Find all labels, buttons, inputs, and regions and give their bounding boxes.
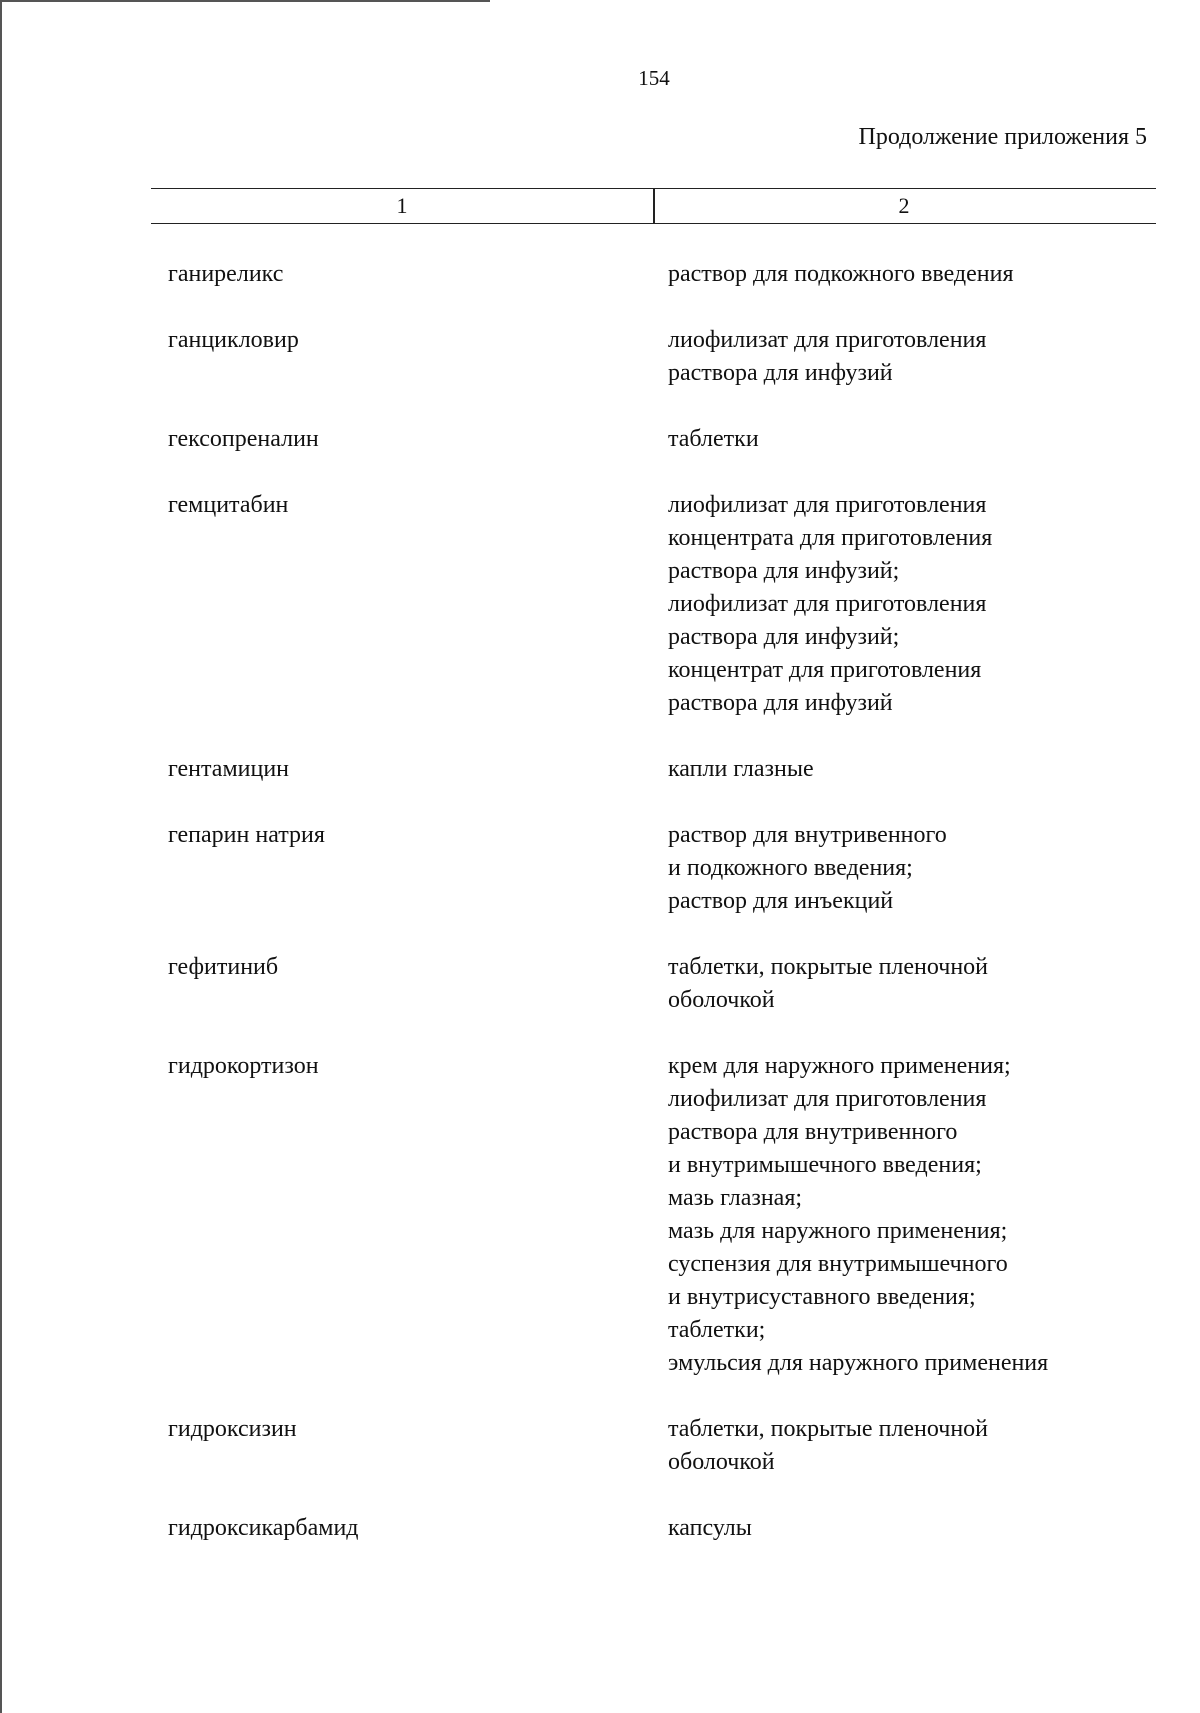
dosage-forms: капли глазные bbox=[668, 756, 814, 782]
drug-name: гидроксизин bbox=[168, 1416, 297, 1442]
dosage-forms: крем для наружного применения; лиофилизат для приготовления раствора для внутривенного и внутримышечного введения; мазь глазная; мазь для наружного применения; суспензия для внутримышечного и внутрисуставного введения; таблетки; эмульсия для наружного применения bbox=[668, 1053, 1049, 1376]
table-row bbox=[0, 1413, 1200, 1479]
table-row bbox=[0, 258, 1200, 291]
drug-name: гидрокортизон bbox=[168, 1053, 319, 1079]
dosage-forms: лиофилизат для приготовления концентрата для приготовления раствора для инфузий; лиофилизат для приготовления раствора для инфузий; концентрат для приготовления раствора для инфузий bbox=[668, 492, 993, 716]
table-body bbox=[0, 258, 1200, 1545]
drug-name: гентамицин bbox=[168, 756, 290, 782]
continuation-label: Продолжение приложения 5 bbox=[858, 124, 1147, 150]
table-row bbox=[0, 423, 1200, 456]
table-row bbox=[0, 753, 1200, 786]
dosage-forms: раствор для внутривенного и подкожного введения; раствор для инъекций bbox=[668, 822, 947, 914]
drug-name: гемцитабин bbox=[168, 492, 289, 518]
dosage-forms: таблетки, покрытые пленочной оболочкой bbox=[668, 1416, 989, 1475]
table-row bbox=[0, 1050, 1200, 1380]
table-row bbox=[0, 324, 1200, 390]
drug-name: гефитиниб bbox=[168, 954, 279, 980]
drug-name: гексопреналин bbox=[168, 426, 319, 452]
drug-name: гидроксикарбамид bbox=[168, 1515, 359, 1541]
dosage-forms: лиофилизат для приготовления раствора для инфузий bbox=[668, 327, 987, 386]
table-row bbox=[0, 489, 1200, 720]
drug-name: ганирeликс bbox=[168, 261, 284, 287]
page-number: 154 bbox=[638, 66, 670, 90]
column-divider bbox=[653, 189, 655, 223]
dosage-forms: капсулы bbox=[668, 1515, 752, 1541]
dosage-forms: раствор для подкожного введения bbox=[668, 261, 1014, 287]
table-row bbox=[0, 819, 1200, 918]
drug-name: ганцикловир bbox=[168, 327, 299, 353]
column-header-1: 1 bbox=[396, 193, 408, 218]
scan-edge-top bbox=[0, 0, 490, 2]
column-header-2: 2 bbox=[898, 193, 910, 218]
drug-name: гепарин натрия bbox=[168, 822, 325, 848]
table-header bbox=[151, 188, 1156, 224]
table-row bbox=[0, 951, 1200, 1017]
dosage-forms: таблетки, покрытые пленочной оболочкой bbox=[668, 954, 989, 1013]
dosage-forms: таблетки bbox=[668, 426, 759, 452]
table-row bbox=[0, 1512, 1200, 1545]
